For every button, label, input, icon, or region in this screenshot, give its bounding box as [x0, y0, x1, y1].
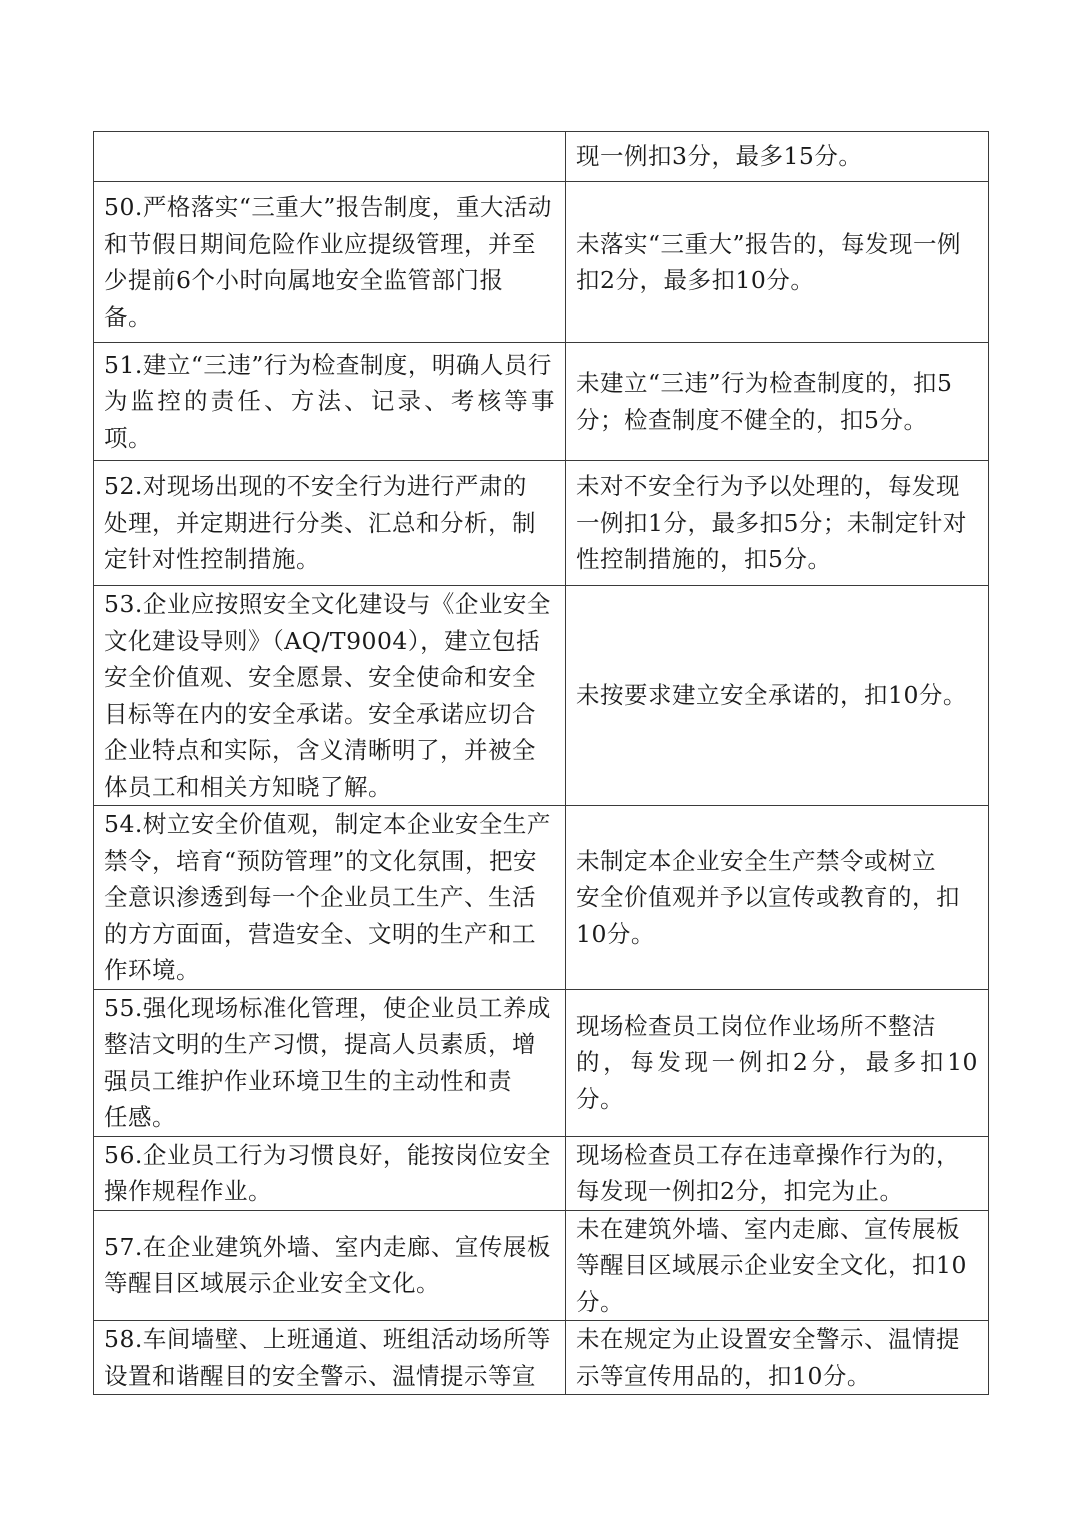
requirement-cell: 50.严格落实“三重大”报告制度，重大活动 和节假日期间危险作业应提级管理，并至 少提前6个小时向属地安全监管部门报 备。: [94, 182, 566, 343]
requirement-cell: 53.企业应按照安全文化建设与《企业安全 文化建设导则》（AQ/T9004），建立包括 安全价值观、安全愿景、安全使命和安全 目标等在内的安全承诺。安全承诺应切合 企业特点和实际，含义清晰明了，并被全 体员工和相关方知晓了解。: [94, 586, 566, 806]
table-row: [94, 132, 989, 182]
requirement-cell: 54.树立安全价值观，制定本企业安全生产 禁令，培育“预防管理”的文化氛围，把安 全意识渗透到每一个企业员工生产、生活 的方方面面，营造安全、文明的生产和工 作环境。: [94, 806, 566, 990]
scoring-standard-cell: 未在建筑外墙、室内走廊、宣传展板 等醒目区域展示企业安全文化，扣10 分。: [566, 1210, 989, 1321]
requirement-cell: 55.强化现场标准化管理，使企业员工养成 整洁文明的生产习惯，提高人员素质，增 强员工维护作业环境卫生的主动性和责 任感。: [94, 989, 566, 1136]
requirement-cell: 56.企业员工行为习惯良好，能按岗位安全 操作规程作业。: [94, 1136, 566, 1210]
requirement-cell: 57.在企业建筑外墙、室内走廊、宣传展板 等醒目区域展示企业安全文化。: [94, 1210, 566, 1321]
table-row: [94, 586, 989, 806]
table-row: [94, 1136, 989, 1210]
scoring-standard-cell: 未按要求建立安全承诺的，扣10分。: [566, 586, 989, 806]
table-row: [94, 989, 989, 1136]
requirement-cell: [94, 132, 566, 182]
table-row: [94, 1321, 989, 1395]
table-row: [94, 343, 989, 461]
requirement-cell: 58.车间墙壁、上班通道、班组活动场所等 设置和谐醒目的安全警示、温情提示等宣: [94, 1321, 566, 1395]
scoring-standard-cell: 未对不安全行为予以处理的，每发现 一例扣1分，最多扣5分；未制定针对 性控制措施的，扣5分。: [566, 461, 989, 586]
table-row: [94, 806, 989, 990]
scoring-standard-cell: 未制定本企业安全生产禁令或树立 安全价值观并予以宣传或教育的，扣 10分。: [566, 806, 989, 990]
table-row: [94, 1210, 989, 1321]
scoring-standard-cell: 未建立“三违”行为检查制度的，扣5 分；检查制度不健全的，扣5分。: [566, 343, 989, 461]
scoring-standard-cell: 未落实“三重大”报告的，每发现一例 扣2分，最多扣10分。: [566, 182, 989, 343]
scoring-standard-cell: 现场检查员工存在违章操作行为的， 每发现一例扣2分，扣完为止。: [566, 1136, 989, 1210]
scoring-standard-cell: 现场检查员工岗位作业场所不整洁 的，每发现一例扣2分，最多扣10分。: [566, 989, 989, 1136]
table-row: [94, 182, 989, 343]
requirement-cell: 52.对现场出现的不安全行为进行严肃的 处理，并定期进行分类、汇总和分析，制 定针对性控制措施。: [94, 461, 566, 586]
requirement-cell: 51.建立“三违”行为检查制度，明确人员行 为监控的责任、方法、记录、考核等事项。: [94, 343, 566, 461]
table-row: [94, 461, 989, 586]
scoring-standard-cell: 现一例扣3分，最多15分。: [566, 132, 989, 182]
scoring-table: [93, 131, 989, 1395]
scoring-standard-cell: 未在规定为止设置安全警示、温情提 示等宣传用品的，扣10分。: [566, 1321, 989, 1395]
